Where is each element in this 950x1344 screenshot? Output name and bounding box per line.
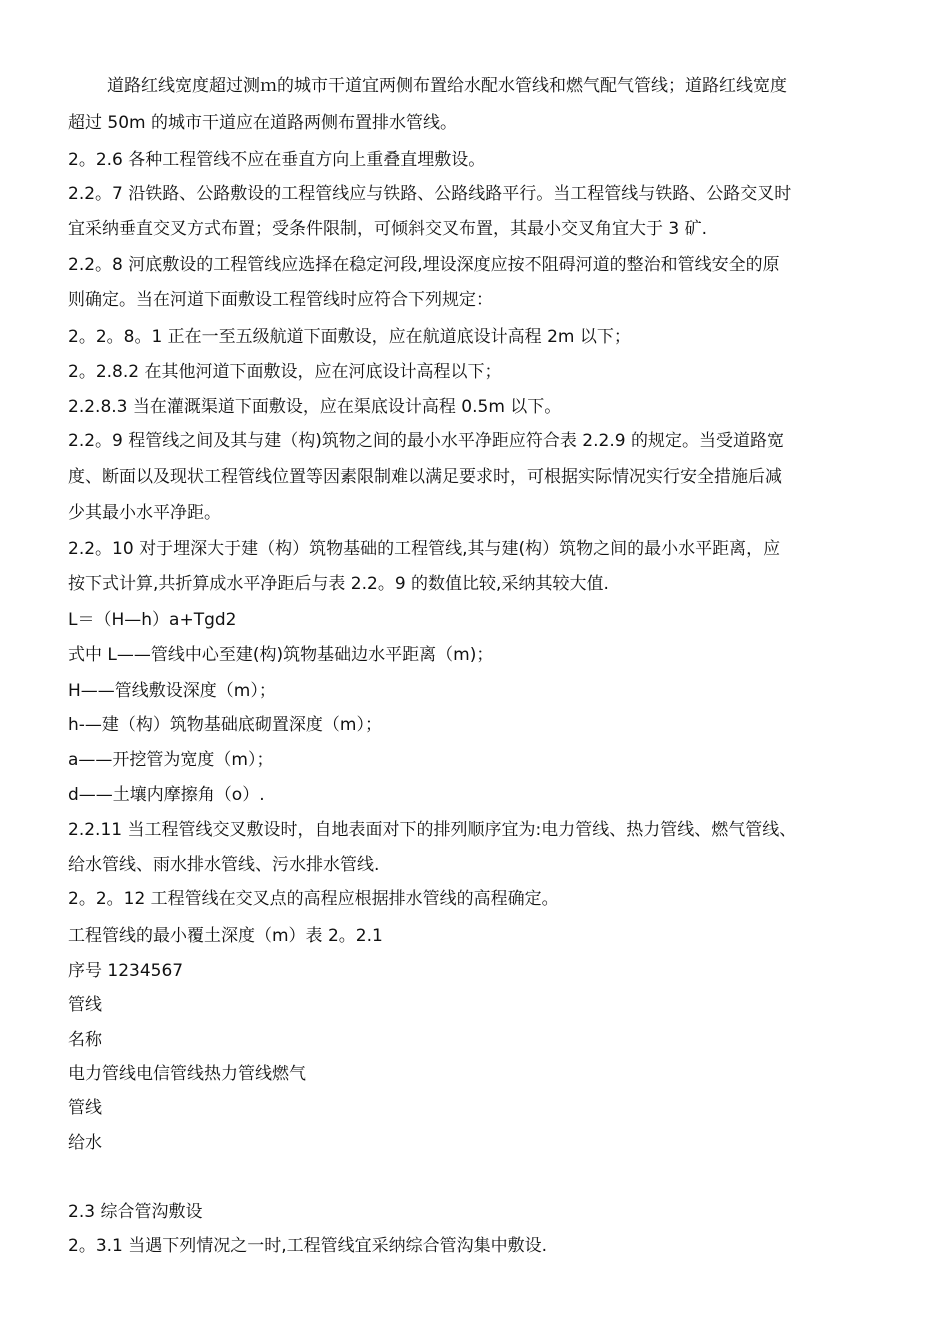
- paragraph-line: 2。2.6 各种工程管线不应在垂直方向上重叠直埋敷设。: [68, 150, 486, 170]
- paragraph-line: a——开挖管为宽度（m）；: [68, 750, 274, 770]
- paragraph-line: d——土壤内摩擦角（o）.: [68, 785, 265, 805]
- paragraph-line: 2。2。12 工程管线在交叉点的高程应根据排水管线的高程确定。: [68, 889, 559, 909]
- paragraph-line: 宜采纳垂直交叉方式布置；受条件限制，可倾斜交叉布置，其最小交叉角宜大于 3 矿.: [68, 219, 708, 239]
- paragraph-line: 道路红线宽度超过测ｍ的城市干道宜两侧布置给水配水管线和燃气配气管线；道路红线宽度: [107, 76, 787, 96]
- table-text-line: 电力管线电信管线热力管线燃气: [68, 1064, 306, 1084]
- table-text-line: 管线: [68, 1098, 102, 1118]
- paragraph-line: 2。3.1 当遇下列情况之一时,工程管线宜采纳综合管沟集中敷设.: [68, 1236, 548, 1256]
- paragraph-line: 2.2。7 沿铁路、公路敷设的工程管线应与铁路、公路线路平行。当工程管线与铁路、公路交叉时: [68, 184, 792, 204]
- paragraph-line: 度、断面以及现状工程管线位置等因素限制难以满足要求时，可根据实际情况实行安全措施后减: [68, 467, 782, 487]
- paragraph-line: h-—建（构）筑物基础底砌置深度（m）；: [68, 715, 382, 735]
- paragraph-line: 2.2。9 程管线之间及其与建（构)筑物之间的最小水平净距应符合表 2.2.9 的规定。当受道路宽: [68, 431, 784, 451]
- table-caption: 工程管线的最小覆土深度（m）表 2。2.1: [68, 926, 383, 946]
- formula-line: L＝（H—h）a+Tgd2: [68, 610, 237, 630]
- table-text-line: 序号 1234567: [68, 961, 184, 981]
- paragraph-line: 2。2.8.2 在其他河道下面敷设，应在河底设计高程以下；: [68, 362, 502, 382]
- paragraph-line: 式中 L——管线中心至建(构)筑物基础边水平距离（m)；: [68, 645, 494, 665]
- paragraph-line: 2.2。8 河底敷设的工程管线应选择在稳定河段,埋设深度应按不阻碍河道的整治和管线安全的原: [68, 255, 780, 275]
- paragraph-line: 少其最小水平净距。: [68, 503, 221, 523]
- paragraph-line: 2.2。10 对于埋深大于建（构）筑物基础的工程管线,其与建(构）筑物之间的最小水平距离，应: [68, 539, 781, 559]
- paragraph-line: 则确定。当在河道下面敷设工程管线时应符合下列规定：: [68, 290, 493, 310]
- table-text-line: 管线: [68, 995, 102, 1015]
- paragraph-line: 2.2.8.3 当在灌溉渠道下面敷设，应在渠底设计高程 0.5m 以下。: [68, 397, 562, 417]
- table-text-line: 名称: [68, 1030, 102, 1050]
- paragraph-line: H——管线敷设深度（m）；: [68, 681, 276, 701]
- section-heading: 2.3 综合管沟敷设: [68, 1202, 203, 1222]
- paragraph-line: 2。2。8。1 正在一至五级航道下面敷设，应在航道底设计高程 2m 以下；: [68, 327, 631, 347]
- paragraph-line: 超过 50m 的城市干道应在道路两侧布置排水管线。: [68, 113, 457, 133]
- paragraph-line: 给水管线、雨水排水管线、污水排水管线.: [68, 855, 380, 875]
- paragraph-line: 2.2.11 当工程管线交叉敷设时，自地表面对下的排列顺序宜为:电力管线、热力管线、燃气管线、: [68, 820, 797, 840]
- table-text-line: 给水: [68, 1133, 102, 1153]
- paragraph-line: 按下式计算,共折算成水平净距后与表 2.2。9 的数值比较,采纳其较大值.: [68, 574, 609, 594]
